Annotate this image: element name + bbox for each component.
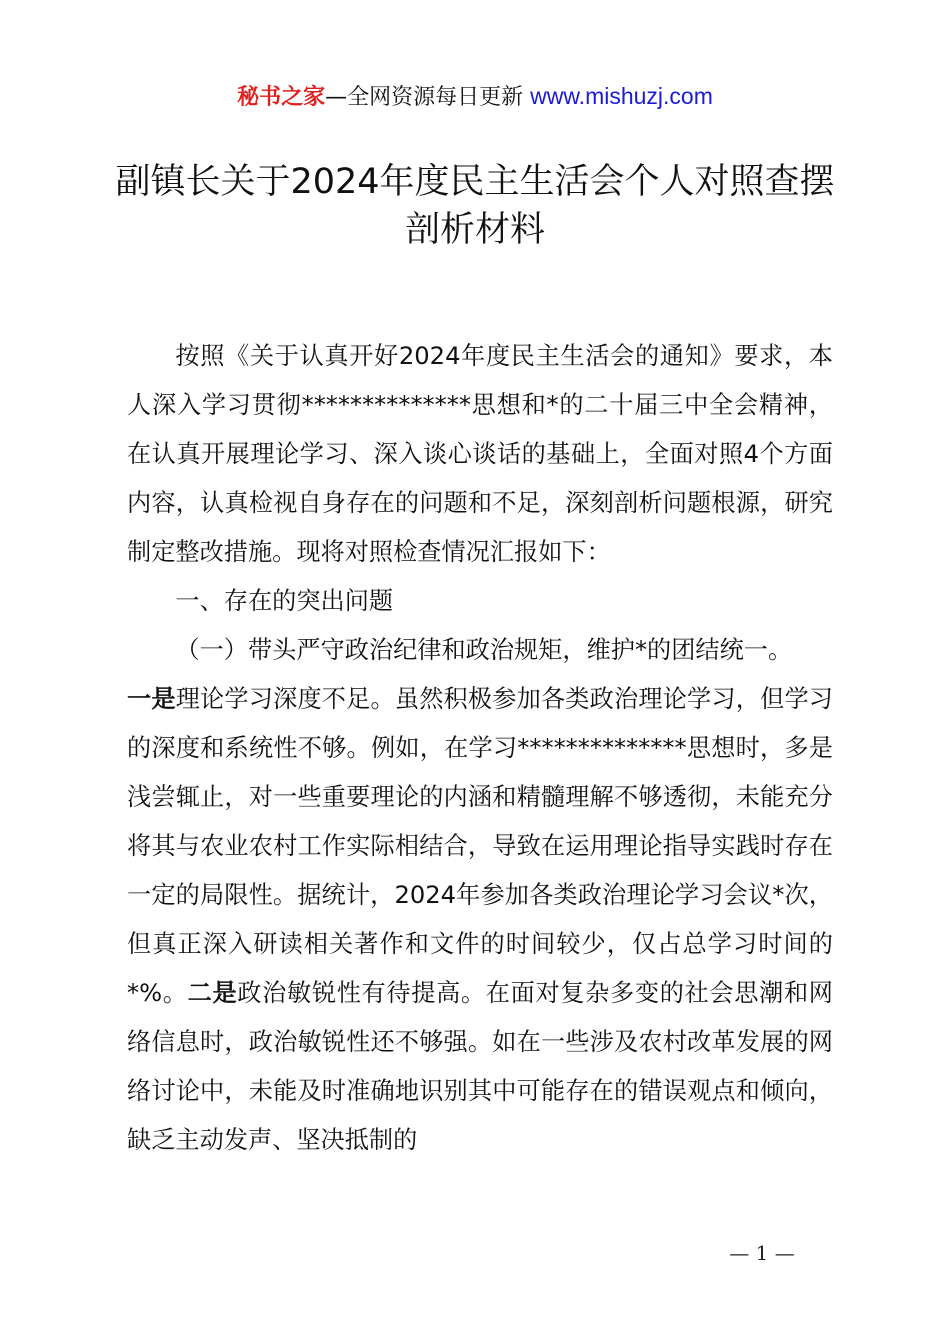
site-brand: 秘书之家 (237, 85, 326, 110)
site-tagline: —全网资源每日更新 (325, 85, 531, 110)
intro-paragraph: 按照《关于认真开好2024年度民主生活会的通知》要求，本人深入学习贯彻**************思想和*的二十届三中全会精神，在认真开展理论学习、深入谈心谈话的基础上，全面对照4个方面内容，认真检视自身存在的问题和不足，深刻剖析问题根源，研究制定整改措施。现将对照检查情况汇报如下： (127, 342, 833, 566)
point-text-1: 理论学习深度不足。虽然积极参加各类政治理论学习，但学习的深度和系统性不够。例如，在学习**************思想时，多是浅尝辄止，对一些重要理论的内涵和精髓理解不够透彻，未能充分将其与农业农村工作实际相结合，导致在运用理论指导实践时存在一定的局限性。据统计，2024年参加各类政治理论学习会议*次，但真正深入研读相关著作和文件的时间较少，仅占总学习时间的*%。 (127, 685, 833, 1007)
section-heading: 一、存在的突出问题 (175, 587, 394, 615)
page-number: — 1 — (729, 1241, 795, 1265)
subsection-heading: （一）带头严守政治纪律和政治规矩，维护*的团结统一。 (175, 636, 793, 664)
point-lead-1: 一是 (127, 685, 176, 713)
site-url[interactable]: www.mishuzj.com (530, 83, 713, 109)
document-body (127, 332, 833, 1165)
point-text-2: 政治敏锐性有待提高。在面对复杂多变的社会思潮和网络信息时，政治敏锐性还不够强。如在一些涉及农村改革发展的网络讨论中，未能及时准确地识别其中可能存在的错误观点和倾向，缺乏主动发声、坚决抵制的 (127, 979, 833, 1154)
site-header (0, 80, 950, 114)
body-paragraph (127, 675, 833, 1165)
document-title: 副镇长关于2024年度民主生活会个人对照查摆剖析材料 (115, 162, 835, 250)
point-lead-2: 二是 (187, 979, 238, 1007)
